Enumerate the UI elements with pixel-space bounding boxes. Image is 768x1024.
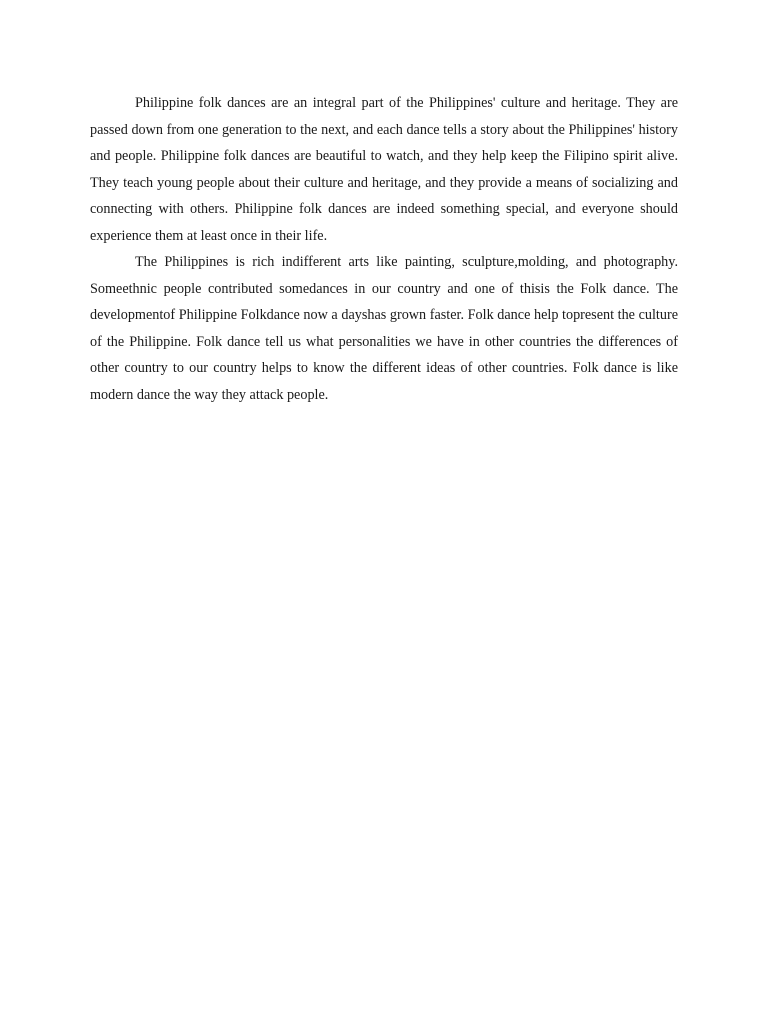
paragraph-folk-dance-arts: The Philippines is rich indifferent arts like painting, sculpture,molding, and photography. Someethnic people contributed somedances in our country and one of thisis the Folk dance. The developmentof Philippine Folkdance now a dayshas grown faster. Folk dance help topresent the culture of the Philippine. Folk dance tell us what personalities we have in other countries the differences of other country to our country helps to know the different ideas of other countries. Folk dance is like modern dance the way they attack people. [90, 254, 678, 403]
paragraph-folk-dance-heritage: Philippine folk dances are an integral part of the Philippines' culture and heritage. They are passed down from one generation to the next, and each dance tells a story about the Philippines' history and people. Philippine folk dances are beautiful to watch, and they help keep the Filipino spirit alive. They teach young people about their culture and heritage, and they provide a means of socializing and connecting with others. Philippine folk dances are indeed something special, and everyone should experience them at least once in their life. [90, 95, 678, 244]
document-body [90, 90, 678, 408]
